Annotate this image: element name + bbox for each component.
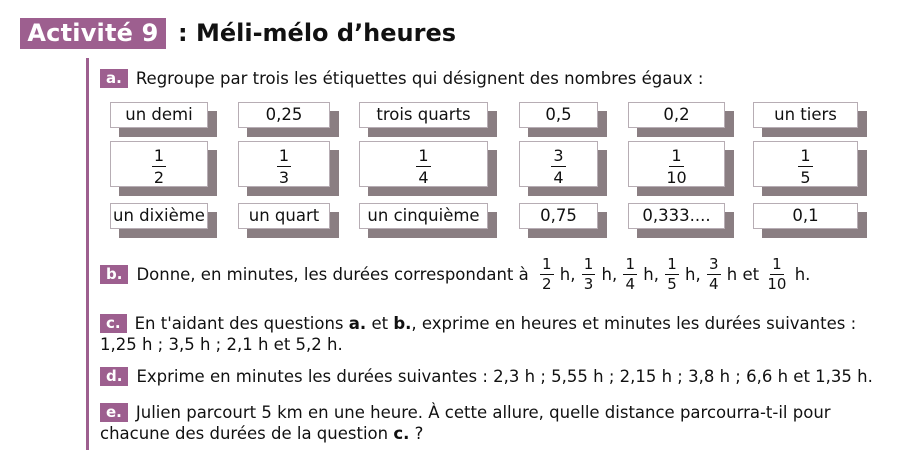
fraction-numerator: 1	[800, 146, 811, 165]
label-0-5: 0,5	[519, 102, 598, 128]
fraction-numerator: 1	[625, 255, 636, 273]
fraction-suffix: h,	[643, 265, 659, 284]
fraction-numerator: 3	[553, 146, 564, 165]
fraction	[582, 256, 596, 293]
label-fraction-3-4	[519, 141, 598, 187]
fraction-numerator: 1	[583, 255, 594, 273]
question-c-text-3: , exprime en heures et minutes les durées suivantes :	[411, 314, 857, 333]
fraction-denominator: 4	[418, 168, 429, 187]
label-fraction-1-10	[628, 141, 725, 187]
question-d	[100, 366, 878, 387]
question-c-text-2: et	[371, 314, 389, 333]
fraction-suffix: h,	[559, 265, 576, 284]
fraction-suffix: h et	[726, 265, 760, 284]
fraction	[623, 256, 637, 293]
fraction-numerator: 3	[708, 255, 719, 273]
question-d-label: d.	[100, 367, 128, 386]
fraction-numerator: 1	[772, 255, 782, 273]
label-un-tiers: un tiers	[753, 102, 858, 128]
fraction-denominator: 4	[708, 275, 719, 293]
label-un-cinquieme: un cinquième	[359, 203, 488, 229]
question-b	[100, 256, 878, 293]
fraction	[765, 256, 788, 293]
question-e-ref-c: c.	[393, 424, 410, 443]
question-c	[100, 313, 878, 355]
fraction-denominator: 5	[667, 275, 677, 293]
label-0-75: 0,75	[519, 203, 598, 229]
question-a-text: Regroupe par trois les étiquettes qui désignent des nombres égaux :	[135, 69, 704, 88]
fraction-denominator: 2	[153, 168, 165, 187]
fraction	[277, 146, 291, 187]
question-b-label: b.	[100, 265, 128, 284]
page-title: : Méli-mélo d’heures	[178, 19, 457, 47]
question-e-text-1: Julien parcourt 5 km en une heure. À cette allure, quelle distance parcourra-t-il pour	[135, 403, 831, 422]
label-fraction-1-3	[238, 141, 330, 187]
fraction-denominator: 10	[666, 168, 687, 187]
fraction-denominator: 10	[767, 275, 787, 293]
fraction	[707, 256, 721, 293]
label-fraction-1-4	[359, 141, 488, 187]
fraction-numerator: 1	[278, 146, 290, 165]
question-e-text-2: chacune des durées de la question	[100, 424, 389, 443]
fraction-suffix: h,	[601, 265, 618, 284]
label-un-dixieme: un dixième	[110, 203, 208, 229]
fraction-denominator: 5	[800, 168, 811, 187]
label-fraction-1-2	[110, 141, 208, 187]
question-c-ref-b: b.	[393, 314, 412, 333]
label-0-1: 0,1	[753, 203, 858, 229]
label-un-quart: un quart	[238, 203, 330, 229]
question-e-text-3: ?	[414, 424, 424, 443]
fraction	[551, 146, 565, 187]
fraction	[664, 146, 688, 187]
fraction	[665, 256, 679, 293]
question-e	[100, 402, 878, 444]
fraction-denominator: 3	[583, 275, 594, 293]
margin-rule	[86, 58, 89, 450]
question-e-label: e.	[100, 403, 128, 422]
fraction-numerator: 1	[153, 146, 165, 165]
label-0-333: 0,333....	[628, 203, 725, 229]
label-un-demi: un demi	[110, 102, 208, 128]
fraction	[540, 256, 554, 293]
fraction-denominator: 4	[625, 275, 636, 293]
question-c-durations: 1,25 h ; 3,5 h ; 2,1 h et 5,2 h.	[100, 335, 343, 354]
label-0-25: 0,25	[238, 102, 330, 128]
activity-badge: Activité 9	[20, 18, 166, 49]
fraction	[416, 146, 430, 187]
question-a-label: a.	[100, 69, 128, 88]
label-trois-quarts: trois quarts	[359, 102, 488, 128]
question-d-text: Exprime en minutes les durées suivantes : 2,3 h ; 5,55 h ; 2,15 h ; 3,8 h ; 6,6 h et 1,35 h.	[136, 367, 873, 386]
fraction-denominator: 2	[541, 275, 552, 293]
fraction	[798, 146, 812, 187]
question-a	[100, 68, 878, 89]
fraction-numerator: 1	[671, 146, 682, 165]
fraction-numerator: 1	[541, 255, 552, 273]
fraction-suffix: h.	[794, 265, 811, 284]
fraction-suffix: h,	[685, 265, 701, 284]
question-c-ref-a: a.	[348, 314, 367, 333]
fraction-denominator: 3	[278, 168, 290, 187]
fraction	[152, 146, 166, 187]
fraction-numerator: 1	[667, 255, 677, 273]
fraction-numerator: 1	[418, 146, 429, 165]
label-fraction-1-5	[753, 141, 858, 187]
fraction-denominator: 4	[553, 168, 564, 187]
question-c-label: c.	[100, 314, 127, 333]
label-0-2: 0,2	[628, 102, 725, 128]
question-c-text-1: En t'aidant des questions	[134, 314, 344, 333]
question-b-text: Donne, en minutes, les durées correspondant à	[136, 265, 529, 284]
